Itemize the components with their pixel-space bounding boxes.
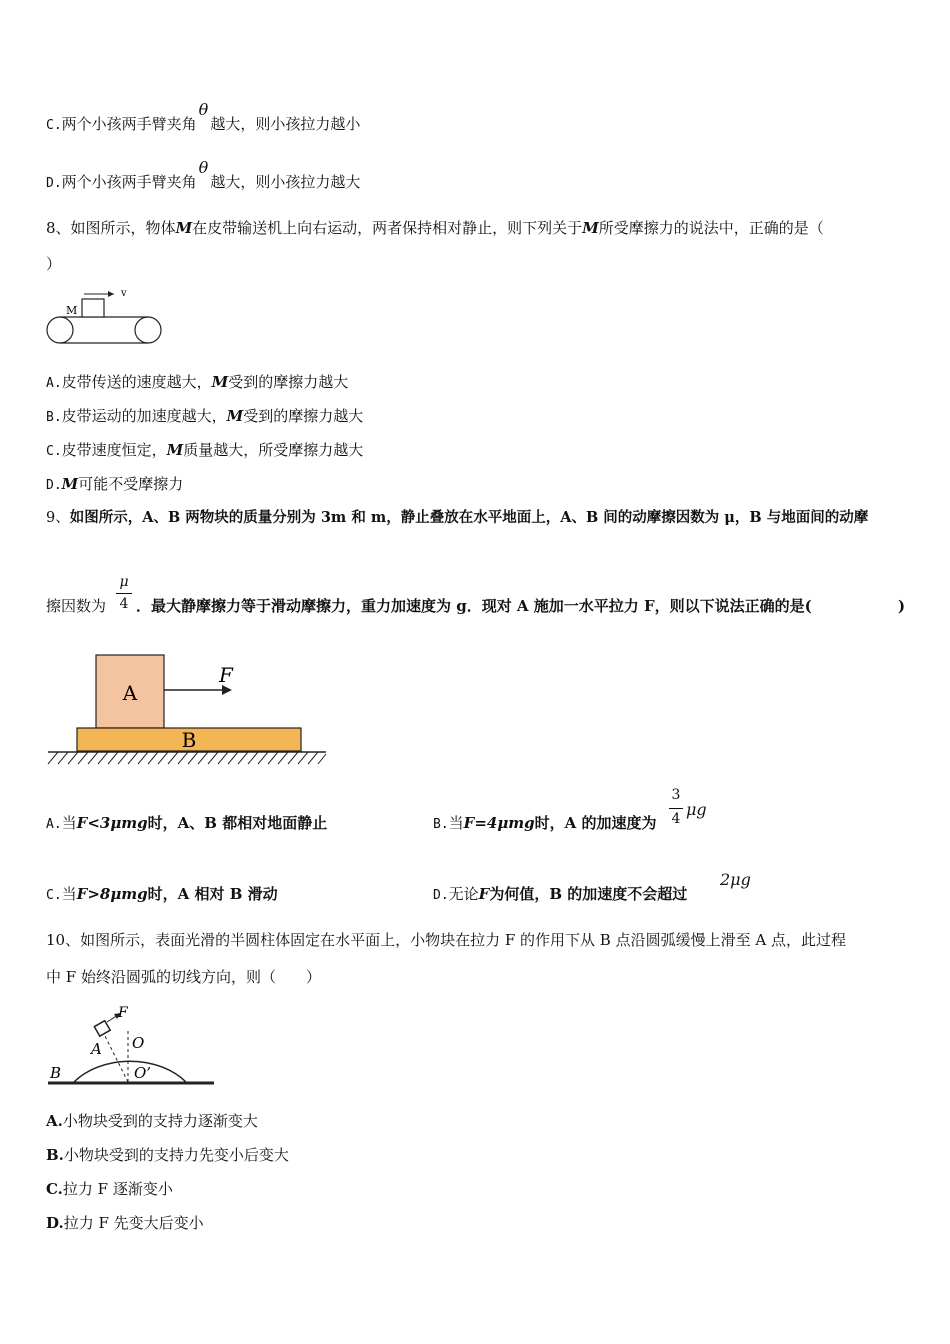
point-o-label: O — [132, 1034, 145, 1052]
var-m: M — [61, 475, 79, 493]
q7-option-c — [46, 100, 361, 136]
force-label: F — [118, 1005, 128, 1021]
var-m: M — [211, 373, 229, 391]
option-text: 拉力 F 先变大后变小 — [63, 1214, 204, 1232]
block-b-label: B — [181, 728, 197, 752]
var-m: M — [175, 219, 193, 237]
option-prefix: A. — [46, 1112, 63, 1130]
block-label-m: M — [66, 304, 78, 317]
point-a-label: A — [91, 1040, 102, 1058]
q9-option-c — [46, 884, 278, 906]
q9-stem-close: ) — [898, 597, 906, 615]
option-text: 时，A 相对 B 滑动 — [147, 885, 278, 903]
option-text: 无论 — [448, 885, 479, 903]
q9-stem-line2-b — [136, 596, 812, 616]
condition: F<3μmg — [76, 814, 148, 832]
q9-option-b — [433, 813, 657, 835]
var-m: M — [582, 219, 599, 237]
q8-option-a — [46, 372, 348, 394]
q7-option-d — [46, 158, 361, 194]
var-m: M — [226, 407, 244, 425]
q8-option-c — [46, 440, 363, 462]
option-text: 皮带传送的速度越大， — [61, 373, 212, 391]
option-text: 当 — [448, 814, 464, 832]
option-text: 为何值，B 的加速度不会超过 — [489, 885, 688, 903]
option-text: 越大，则小孩拉力越大 — [210, 173, 361, 191]
fraction-denominator: 4 — [119, 596, 129, 612]
ground-hatching — [48, 752, 326, 764]
q10-stem-line2: 中 F 始终沿圆弧的切线方向，则（ ） — [46, 968, 321, 986]
option-text: 两个小孩两手臂夹角 — [61, 115, 197, 133]
option-text: 小物块受到的支持力先变小后变大 — [63, 1146, 289, 1164]
stem-text: 如图所示，A、B 两物块的质量分别为 3m 和 m，静止叠放在水平地面上，A、B 间的动摩擦因数为 μ，B 与地面间的动摩 — [69, 509, 869, 526]
mu-g: μg — [686, 800, 707, 819]
option-prefix: D. — [46, 478, 62, 493]
option-text: 越大，则小孩拉力越小 — [210, 115, 361, 133]
q9-stem-line1 — [46, 508, 868, 528]
q9-stem-line2-a: 擦因数为 — [46, 597, 107, 615]
fraction-denominator: 4 — [671, 811, 681, 827]
option-prefix: A. — [46, 817, 62, 832]
q10-option-d — [46, 1213, 204, 1233]
question-number: 10、 — [46, 931, 81, 949]
question-number: 8、 — [46, 219, 71, 237]
point-o-prime-label: O’ — [134, 1064, 152, 1082]
condition: F>8μmg — [76, 885, 148, 903]
conveyor-belt-figure — [44, 284, 166, 346]
q10-stem-line1 — [46, 930, 846, 950]
half-cylinder-figure — [44, 1002, 216, 1094]
option-prefix: B. — [46, 1146, 64, 1164]
two-mu-g: 2μg — [720, 870, 751, 889]
option-text: 质量越大，所受摩擦力越大 — [183, 441, 364, 459]
option-prefix: C. — [46, 888, 62, 903]
option-prefix: B. — [46, 410, 62, 425]
block-a-label: A — [122, 681, 138, 705]
force-label: F — [219, 663, 233, 687]
option-text: 拉力 F 逐渐变小 — [62, 1180, 173, 1198]
q9-option-a — [46, 813, 327, 835]
q8-stem-close: ） — [46, 255, 62, 273]
var-m: M — [166, 441, 184, 459]
option-prefix: C. — [46, 1180, 63, 1198]
theta-symbol: θ — [198, 158, 209, 177]
stem-text: 所受摩擦力的说法中，正确的是（ — [598, 219, 824, 237]
q8-option-b — [46, 406, 363, 428]
stem-text: ．最大静摩擦力等于滑动摩擦力，重力加速度为 g．现对 A 施加一水平拉力 F，则以下说法正确的是( — [136, 597, 812, 615]
q9-option-d — [433, 884, 687, 906]
fraction-numerator-mu: μ — [119, 574, 129, 590]
theta-symbol: θ — [198, 100, 209, 119]
option-prefix: C. — [46, 118, 62, 133]
option-text: 受到的摩擦力越大 — [243, 407, 364, 425]
option-text: 当 — [61, 885, 77, 903]
option-prefix: C. — [46, 444, 62, 459]
q8-stem — [46, 218, 824, 238]
option-prefix: D. — [46, 176, 62, 191]
q8-option-d — [46, 474, 183, 496]
option-text: 小物块受到的支持力逐渐变大 — [62, 1112, 258, 1130]
q10-option-c — [46, 1179, 173, 1199]
condition: F=4μmg — [463, 814, 535, 832]
option-prefix: D. — [433, 888, 449, 903]
question-number: 9、 — [46, 510, 70, 526]
option-text: 时，A 的加速度为 — [534, 814, 657, 832]
point-b-label: B — [50, 1064, 62, 1082]
option-prefix: A. — [46, 376, 62, 391]
fraction-numerator: 3 — [671, 787, 681, 803]
stem-text: 如图所示，表面光滑的半圆柱体固定在水平面上，小物块在拉力 F 的作用下从 B 点沿圆弧缓慢上滑至 A 点，此过程 — [80, 931, 846, 949]
stem-text: 在皮带输送机上向右运动，两者保持相对静止，则下列关于 — [192, 219, 583, 237]
option-prefix: B. — [433, 817, 449, 832]
option-text: 皮带运动的加速度越大， — [61, 407, 227, 425]
fraction-bar — [669, 808, 683, 809]
option-text: 两个小孩两手臂夹角 — [61, 173, 197, 191]
option-prefix: D. — [46, 1214, 64, 1232]
fraction-bar — [116, 593, 132, 594]
q10-option-a — [46, 1111, 258, 1131]
var-f: F — [478, 885, 490, 903]
option-text: 当 — [61, 814, 77, 832]
option-text: 可能不受摩擦力 — [78, 475, 184, 493]
option-text: 时，A、B 都相对地面静止 — [147, 814, 328, 832]
stem-text: 如图所示，物体 — [70, 219, 176, 237]
q10-option-b — [46, 1145, 289, 1165]
velocity-label: v — [121, 288, 127, 299]
stacked-blocks-figure — [46, 652, 330, 772]
option-text: 受到的摩擦力越大 — [228, 373, 349, 391]
option-text: 皮带速度恒定， — [61, 441, 167, 459]
